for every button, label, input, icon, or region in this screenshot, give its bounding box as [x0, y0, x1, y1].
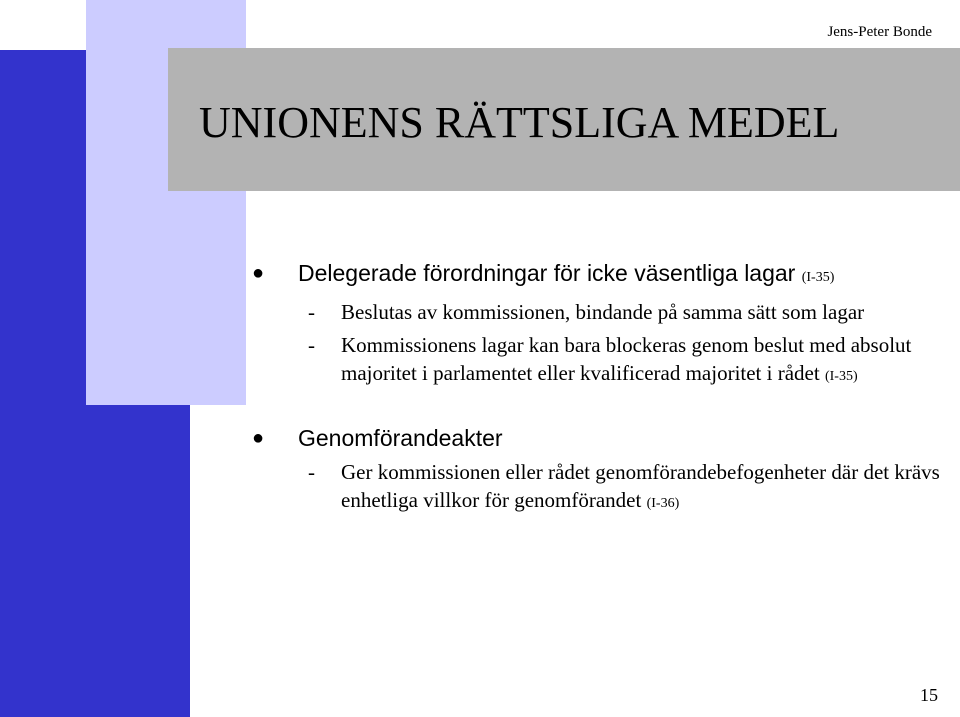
slide-content [250, 258, 940, 518]
bullet-item [250, 423, 940, 453]
dash-marker: - [308, 300, 315, 324]
sub-item-text: Ger kommissionen eller rådet genomförandebefogenheter där det krävs enhetliga villkor för genomförandet [341, 460, 940, 512]
bullet-text: Delegerade förordningar för icke väsentliga lagar [298, 260, 796, 286]
bullet-dot-icon: ● [252, 262, 265, 284]
page-number: 15 [920, 685, 938, 705]
bullet-dot-icon: ● [252, 427, 265, 449]
article-ref: (I-35) [801, 270, 835, 285]
dash-marker: - [308, 460, 315, 484]
sub-item [250, 458, 940, 518]
sub-item [250, 298, 940, 326]
sub-item-text: Beslutas av kommissionen, bindande på samma sätt som lagar [341, 300, 865, 324]
bullet-item [250, 258, 940, 293]
sub-item-text: Kommissionens lagar kan bara blockeras genom beslut med absolut majoritet i parlamentet eller kvalificerad majoritet i rådet [341, 333, 912, 385]
sub-item [250, 331, 940, 391]
slide-title: UNIONENS RÄTTSLIGA MEDEL [199, 98, 840, 147]
bullet-text: Genomförandeakter [298, 425, 503, 451]
article-ref: (I-35) [824, 369, 858, 384]
author-name: Jens-Peter Bonde [827, 24, 932, 40]
dash-marker: - [308, 333, 315, 357]
article-ref: (I-36) [646, 496, 680, 511]
